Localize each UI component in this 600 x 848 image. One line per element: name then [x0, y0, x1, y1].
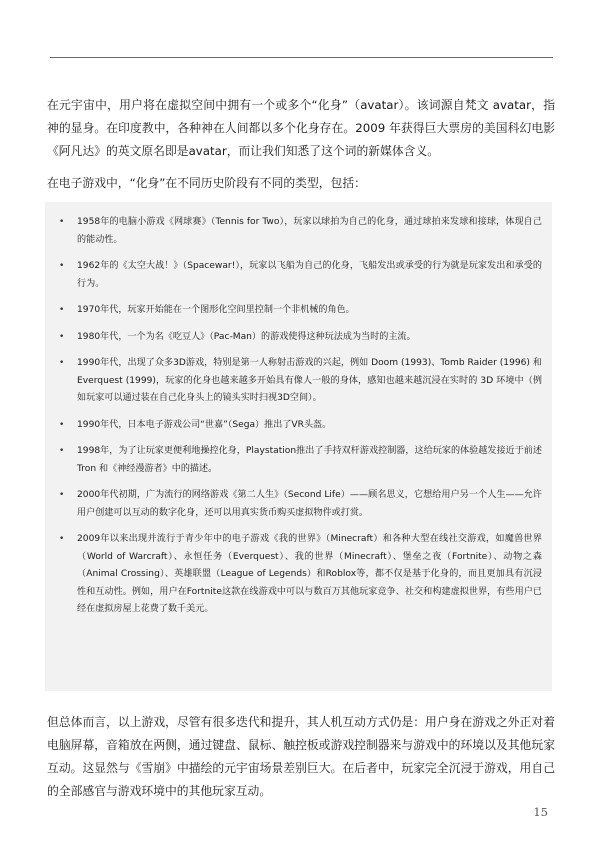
list-item	[59, 531, 542, 619]
history-list-box	[45, 202, 552, 691]
list-item-text: 1980年代，一个为名《吃豆人》（Pac-Man）的游戏使得这种玩法成为当时的主流。	[77, 331, 416, 342]
bullet-icon: •	[59, 446, 65, 456]
list-item-text: 1962年的《太空大战！》（Spacewar!），玩家以飞船为自己的化身，飞船发出或承受的行为就是玩家发出和承受的行为。	[77, 261, 542, 289]
list-item-text: 1998年，为了让玩家更便利地操控化身，Playstation推出了手持双杆游戏控制器，这给玩家的体验越发接近于前述Tron 和《神经漫游者》中的描述。	[77, 446, 542, 474]
bullet-icon: •	[59, 490, 65, 500]
bullet-icon: •	[59, 261, 65, 271]
bullet-icon: •	[59, 534, 65, 544]
list-item	[59, 443, 542, 478]
bullet-icon: •	[59, 217, 65, 227]
list-item	[59, 355, 542, 408]
list-item	[59, 329, 542, 347]
list-lead-paragraph: 在电子游戏中，“化身”在不同历史阶段有不同的类型，包括：	[47, 176, 366, 190]
list-item	[59, 214, 542, 249]
list-item	[59, 487, 542, 522]
list-item	[59, 258, 542, 293]
bullet-icon: •	[59, 305, 65, 315]
list-item-text: 1990年代，日本电子游戏公司“世嘉”（Sega）推出了VR头盔。	[77, 419, 332, 430]
list-item-text: 1970年代，玩家开始能在一个图形化空间里控制一个非机械的角色。	[77, 305, 355, 315]
conclusion-paragraph: 但总体而言，以上游戏，尽管有很多迭代和提升，其人机互动方式仍是：用户身在游戏之外正对着电脑屏幕，音箱放在两侧，通过键盘、鼠标、触控板或游戏控制器来与游戏中的环境以及其他玩家互动。这显然与《雪崩》中描绘的元宇宙场景差别巨大。在后者中，玩家完全沉浸于游戏，用自己的全部感官与游戏环境中的其他玩家互动。	[47, 715, 555, 798]
list-item-text: 2009年以来出现并流行于青少年中的电子游戏《我的世界》（Minecraft）和各种大型在线社交游戏，如魔兽世界（World of Warcraft）、永恒任务（Everquest）、我的世界（Minecraft）、堡垒之夜（Fortnite）、动物之森（Animal Crossing）、英雄联盟（League of Legends）和Roblox等，都不仅是基于化身的，而且更加具有沉浸性和互动性。例如，用户在Fortnite这款在线游戏中可以与数百万其他玩家竞争、社交和构建虚拟世界，有些用户已经在虚拟房屋上花费了数千美元。	[77, 534, 542, 614]
list-item	[59, 417, 542, 435]
list-item-text: 2000年代初期，广为流行的网络游戏《第二人生》（Second Life）——顾名思义，它想给用户另一个人生——允许用户创建可以互动的数字化身，还可以用真实货币购买虚拟物件或打赏。	[77, 490, 542, 518]
list-item-text: 1990年代，出现了众多3D游戏，特别是第一人称射击游戏的兴起，例如 Doom (1993)、Tomb Raider (1996) 和Everquest (1999)，玩家的化身也越来越多开始具有像人一般的身体，感知也越来越沉浸在实时的 3D 环境中（例如玩家可以通过装在自己化身头上的镜头实时扫视3D空间）。	[77, 358, 542, 403]
header-rule	[50, 57, 553, 58]
bullet-icon: •	[59, 358, 65, 368]
intro-paragraph: 在元宇宙中，用户将在虚拟空间中拥有一个或多个“化身”（avatar）。该词源自梵文 avatar，指神的显身。在印度教中，各种神在人间都以多个化身存在。2009 年获得巨大票房的美国科幻电影《阿凡达》的英文原名即是avatar，而让我们知悉了这个词的新媒体含义。	[47, 98, 555, 158]
bullet-icon: •	[59, 419, 65, 430]
history-list	[45, 202, 552, 619]
page-number: 15	[533, 805, 548, 819]
bullet-icon: •	[59, 331, 65, 342]
list-item-text: 1958年的电脑小游戏《网球赛》（Tennis for Two），玩家以球拍为自己的化身，通过球拍来发球和接球，体现自己的能动性。	[77, 217, 542, 245]
list-item	[59, 302, 542, 320]
